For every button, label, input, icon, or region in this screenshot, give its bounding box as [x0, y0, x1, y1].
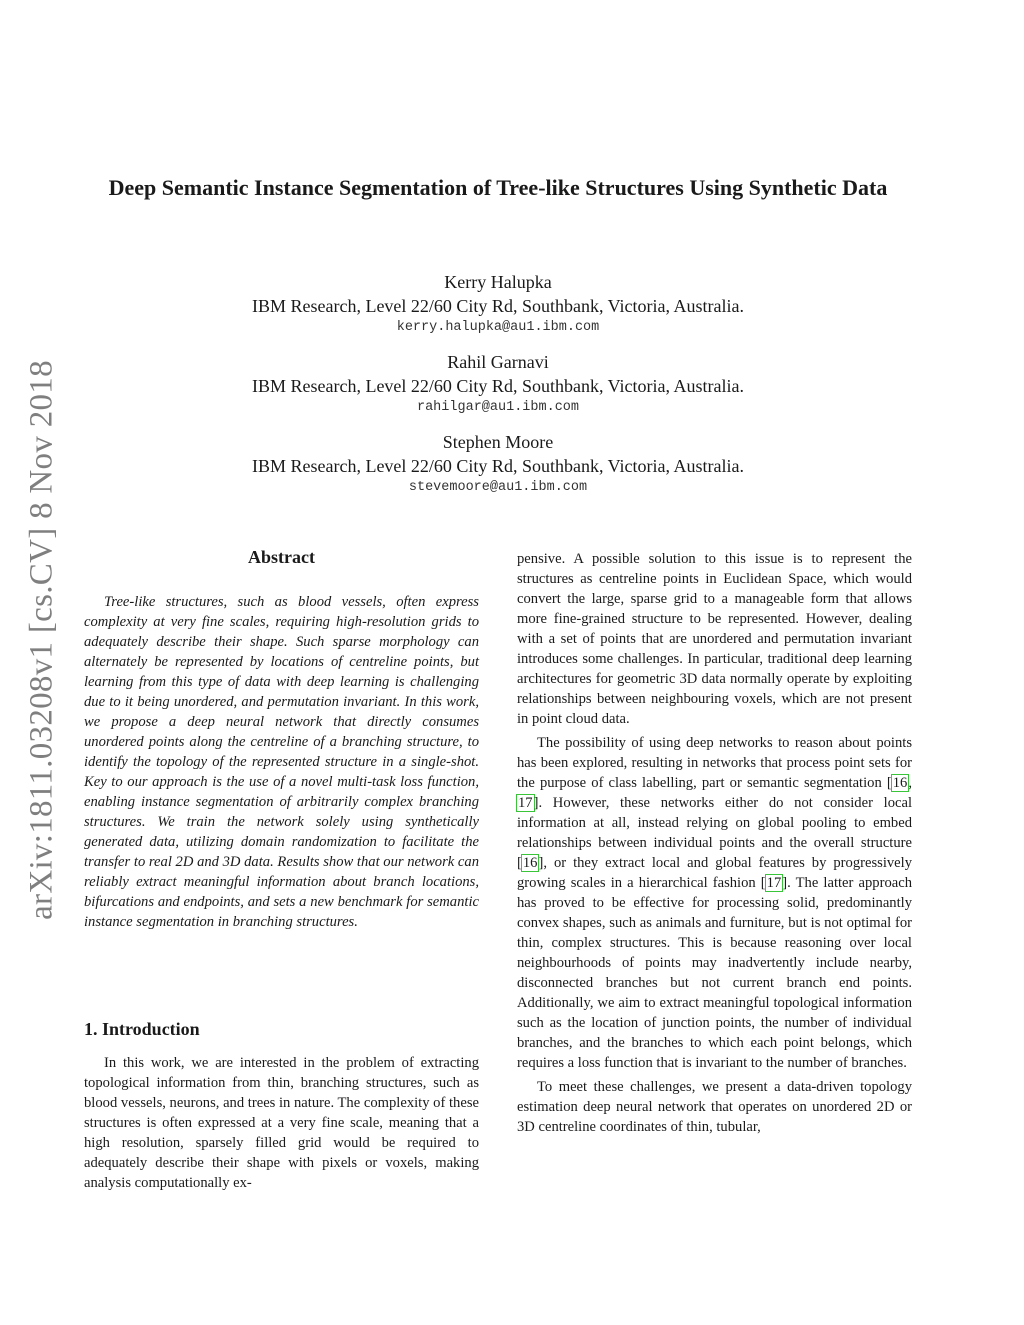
abstract-text: Tree-like structures, such as blood vessels, often express complexity at very fine scales, requiring high-resolution grids to adequately describe their shape. Such sparse morphology can alternately be represented by locations of centreline points, but learning from this type of data with deep learning is challenging due to it being unordered, and permutation invariant. In this work, we propose a deep neural network that directly consumes unordered points along the centreline of a branching structure, to identify the topology of the represented structure in a single-shot. Key to our approach is the use of a novel multi-task loss function, enabling instance segmentation of arbitrarily complex branching structures. We train the network solely using synthetically generated data, utilizing domain randomization to facilitate the transfer to real 2D and 3D data. Results show that our network can reliably extract meaningful information about branch locations, bifurcations and endpoints, and sets a new benchmark for semantic instance segmentation in branching structures.	[84, 594, 479, 930]
arxiv-stamp: arXiv:1811.03208v1 [cs.CV] 8 Nov 2018	[23, 360, 60, 920]
author-email[interactable]: kerry.halupka@au1.ibm.com	[396, 320, 600, 335]
paper-title: Deep Semantic Instance Segmentation of Tree-like Structures Using Synthetic Data	[108, 175, 888, 200]
abstract-heading: Abstract	[248, 547, 315, 567]
intro-paragraph-3: To meet these challenges, we present a data-driven topology estimation deep neural network that operates on unordered 2D or 3D centreline coordinates of thin, tubular,	[517, 1079, 912, 1135]
paragraph-text: ,	[908, 775, 912, 791]
paragraph-text: The possibility of using deep networks to reason about points has been explored, resulting in networks that process point sets for the purpose of class labelling, part or semantic segmentation [	[517, 735, 912, 791]
section-heading-introduction: 1. Introduction	[84, 1019, 200, 1039]
citation-link[interactable]: 16	[522, 855, 538, 871]
paragraph-text: ]. The latter approach has proved to be effective for processing solid, predominantly convex shapes, such as animals and furniture, but is not optimal for thin, complex structures. This is because reasoning over local neighbourhoods of points may inadvertently include nearby, disconnected branches but not current branch end points. Additionally, we aim to extract meaningful topological information such as the location of junction points, the number of individual branches, and the branches to which each point belongs, which requires a loss function that is invariant to the number of branches.	[517, 875, 912, 1071]
author-block	[150, 430, 846, 498]
author-email[interactable]: rahilgar@au1.ibm.com	[416, 400, 580, 415]
author-affiliation: IBM Research, Level 22/60 City Rd, Southbank, Victoria, Australia.	[251, 456, 744, 476]
author-name: Kerry Halupka	[444, 272, 552, 292]
intro-paragraph-2	[517, 733, 912, 1073]
citation-link[interactable]: 17	[766, 875, 782, 891]
citation-link[interactable]: 16	[892, 775, 908, 791]
author-affiliation: IBM Research, Level 22/60 City Rd, Southbank, Victoria, Australia.	[251, 296, 744, 316]
author-affiliation: IBM Research, Level 22/60 City Rd, Southbank, Victoria, Australia.	[251, 376, 744, 396]
paragraph-text: ]. However, these networks either do not consider local information at all, instead relying on global pooling to embed relationships between individual points and the overall structure [	[517, 795, 912, 871]
right-column	[517, 549, 912, 1141]
paragraph-text: ], or they extract local and global features by progressively growing scales in a hierarchical fashion [	[517, 855, 912, 891]
author-block	[150, 270, 846, 338]
author-block	[150, 350, 846, 418]
intro-paragraph-1-continued: pensive. A possible solution to this issue is to represent the structures as centreline points in Euclidean Space, which would convert the large, sparse grid to a manageable form that allows more fine-grained structure to be represented. However, dealing with a set of points that are unordered and permutation invariant introduces some challenges. In particular, traditional deep learning architectures for geometric 3D data normally operate by exploiting relationships between neighbouring voxels, which are not present in point cloud data.	[517, 551, 912, 727]
author-email[interactable]: stevemoore@au1.ibm.com	[408, 480, 588, 495]
author-name: Stephen Moore	[442, 432, 554, 452]
citation-link[interactable]: 17	[518, 795, 533, 811]
intro-paragraph-1: In this work, we are interested in the problem of extracting topological information from thin, branching structures, such as blood vessels, neurons, and trees in nature. The complexity of these structures is often expressed at a very fine scale, meaning that a high resolution, sparsely filled grid would be required to adequately describe their shape with pixels or voxels, making analysis computationally ex-	[84, 1055, 479, 1191]
author-name: Rahil Garnavi	[447, 352, 549, 372]
